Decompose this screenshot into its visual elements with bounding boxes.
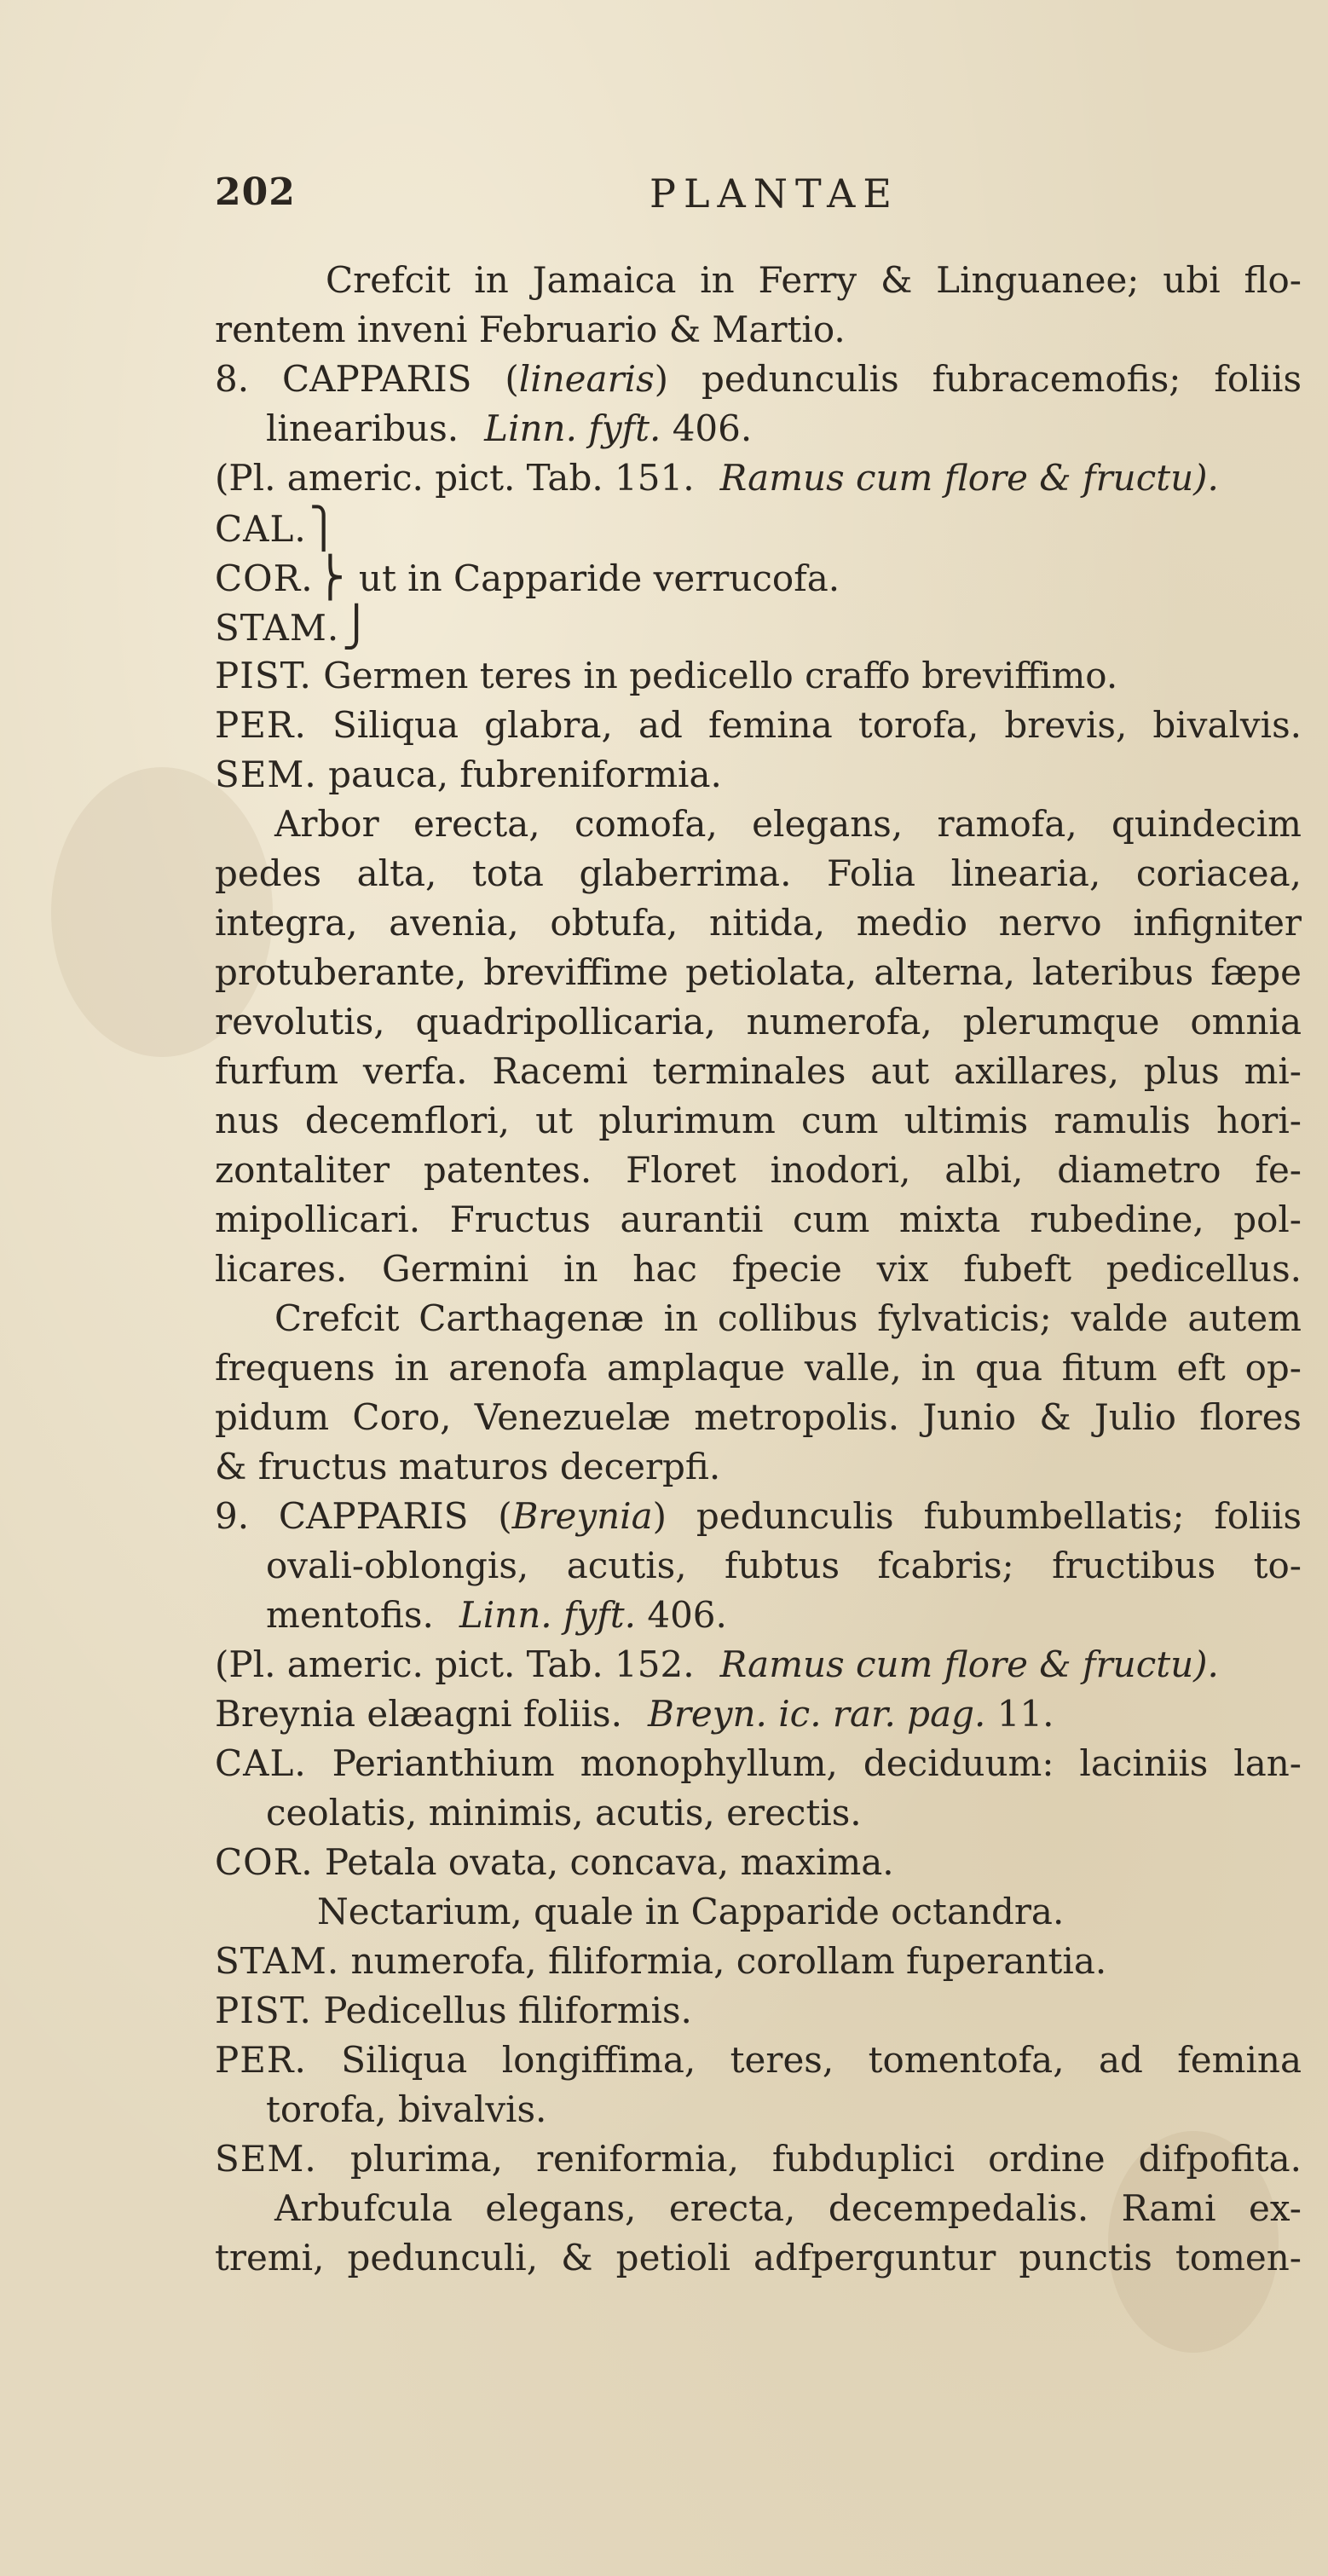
brace-middle: ⎬ — [315, 554, 345, 600]
text-line: furfum verfa. Racemi terminales aut axillares, plus mi- — [215, 1050, 1302, 1092]
character-text: Germen teres in pedicello craffo breviffimo. — [323, 655, 1118, 696]
character-label: PIST. — [215, 655, 312, 696]
plate-reference — [215, 1640, 1302, 1689]
text-line: ovali-oblongis, acutis, fubtus fcabris; fructibus to- — [266, 1545, 1302, 1586]
character-line-per — [215, 701, 1302, 750]
species-number-name: 9. CAPPARIS ( — [215, 1495, 512, 1537]
text-fragment: mentofis. — [266, 1594, 434, 1636]
character-text: Pedicellus filiformis. — [323, 1990, 692, 2031]
text-line: torofa, bivalvis. — [266, 2088, 547, 2130]
character-text: Petala ovata, concava, maxima. — [324, 1841, 894, 1883]
text-line — [215, 404, 1302, 453]
page-header — [215, 170, 1280, 230]
synonym: Breynia elæagni foliis. — [215, 1693, 622, 1735]
character-line-per — [215, 2036, 1302, 2085]
character-label: CAL. — [215, 508, 307, 550]
plate-caption: Ramus cum flore & fructu). — [719, 1643, 1219, 1685]
text-fragment: (Pl. americ. pict. Tab. 152. — [215, 1643, 695, 1685]
character-label: PER. — [215, 2039, 307, 2081]
character-line-pist — [215, 1986, 1302, 2036]
text-line: Crefcit in Jamaica in Ferry & Linguanee; ubi flo- — [326, 259, 1302, 301]
text-line: protuberante, breviffime petiolata, alterna, lateribus fæpe — [215, 951, 1302, 993]
page-body — [215, 256, 1302, 2283]
citation: Linn. fyft. — [459, 1594, 636, 1636]
citation: Breyn. ic. rar. pag. — [647, 1693, 986, 1735]
synonym-line — [215, 1689, 1302, 1739]
character-label: PER. — [215, 704, 307, 746]
species-heading — [215, 355, 1302, 404]
text-fragment: (Pl. americ. pict. Tab. 151. — [215, 457, 695, 499]
brace-bottom: ⎭ — [341, 604, 372, 650]
species-number-name: 8. CAPPARIS ( — [215, 358, 519, 400]
character-text: numerofa, filiformia, corollam fuperantia. — [350, 1940, 1107, 1982]
text-line: Crefcit Carthagenæ in collibus fylvaticis; valde autem — [274, 1297, 1302, 1339]
species-epithet: linearis — [518, 358, 655, 400]
character-line-stam — [215, 1937, 1302, 1986]
character-label: COR. — [215, 557, 314, 599]
text-line: revolutis, quadripollicaria, numerofa, plerumque omnia — [215, 1001, 1302, 1043]
character-line-cal — [215, 1739, 1302, 1788]
text-line: nus decemflori, ut plurimum cum ultimis ramulis hori- — [215, 1100, 1302, 1141]
character-line-cor — [215, 552, 1302, 602]
species-diagnosis: ) pedunculis fubracemofis; foliis — [654, 358, 1302, 400]
text-line: licares. Germini in hac fpecie vix fubeft pedicellus. — [215, 1248, 1302, 1290]
character-label: SEM. — [215, 2138, 317, 2180]
character-line-cor — [215, 1838, 1302, 1887]
citation-page: 406. — [672, 407, 753, 449]
citation: Linn. fyft. — [484, 407, 661, 449]
character-text: pauca, fubreniformia. — [328, 754, 722, 795]
text-line: rentem inveni Februario & Martio. — [215, 309, 846, 350]
species-diagnosis: ) pedunculis fubumbellatis; foliis — [652, 1495, 1302, 1537]
character-text: Perianthium monophyllum, deciduum: laciniis lan- — [332, 1742, 1302, 1784]
character-label: STAM. — [215, 607, 340, 649]
citation-page: 11. — [996, 1693, 1054, 1735]
species-heading — [215, 1492, 1302, 1541]
character-label: COR. — [215, 1841, 314, 1883]
text-line: frequens in arenofa amplaque valle, in qua fitum eft op- — [215, 1347, 1302, 1389]
character-line-pist — [215, 651, 1302, 701]
text-line: tremi, pedunculi, & petioli adfperguntur punctis tomen- — [215, 2237, 1302, 2279]
character-line-sem — [215, 2134, 1302, 2184]
character-line-cal — [215, 503, 1302, 552]
text-line: mipollicari. Fructus aurantii cum mixta rubedine, pol- — [215, 1198, 1302, 1240]
page-number: 202 — [215, 170, 296, 214]
running-head: PLANTAE — [650, 170, 899, 217]
character-label: PIST. — [215, 1990, 312, 2031]
character-text: Siliqua glabra, ad femina torofa, brevis, bivalvis. — [332, 704, 1302, 746]
plate-caption: Ramus cum flore & fructu). — [719, 457, 1219, 499]
text-line: Arbufcula elegans, erecta, decempedalis. Rami ex- — [274, 2187, 1302, 2229]
species-epithet: Breynia — [511, 1495, 653, 1537]
character-line-stam — [215, 602, 1302, 651]
text-line: ceolatis, minimis, acutis, erectis. — [266, 1792, 862, 1834]
text-line: Arbor erecta, comofa, elegans, ramofa, quindecim — [274, 803, 1302, 845]
character-label: SEM. — [215, 754, 317, 795]
text-line: & fructus maturos decerpfi. — [215, 1446, 721, 1487]
text-line: pedes alta, tota glaberrima. Folia linearia, coriacea, — [215, 852, 1302, 894]
brace-top: ⎫ — [309, 505, 338, 551]
text-line: zontaliter patentes. Floret inodori, albi, diametro fe- — [215, 1149, 1302, 1191]
text-line: pidum Coro, Venezuelæ metropolis. Junio & Julio flores — [215, 1396, 1302, 1438]
character-text: Siliqua longiffima, teres, tomentofa, ad femina — [341, 2039, 1302, 2081]
text-fragment: linearibus. — [266, 407, 459, 449]
text-line: Nectarium, quale in Capparide octandra. — [317, 1891, 1065, 1932]
citation-page: 406. — [647, 1594, 727, 1636]
text-line: integra, avenia, obtufa, nitida, medio nervo infigniter — [215, 902, 1302, 944]
plate-reference — [215, 453, 1302, 503]
character-text: ut in Capparide verrucofa. — [358, 557, 840, 599]
character-line-sem — [215, 750, 1302, 800]
character-label: CAL. — [215, 1742, 307, 1784]
character-label: STAM. — [215, 1940, 340, 1982]
character-text: plurima, reniformia, fubduplici ordine difpofita. — [349, 2138, 1302, 2180]
text-line — [215, 1591, 1302, 1640]
